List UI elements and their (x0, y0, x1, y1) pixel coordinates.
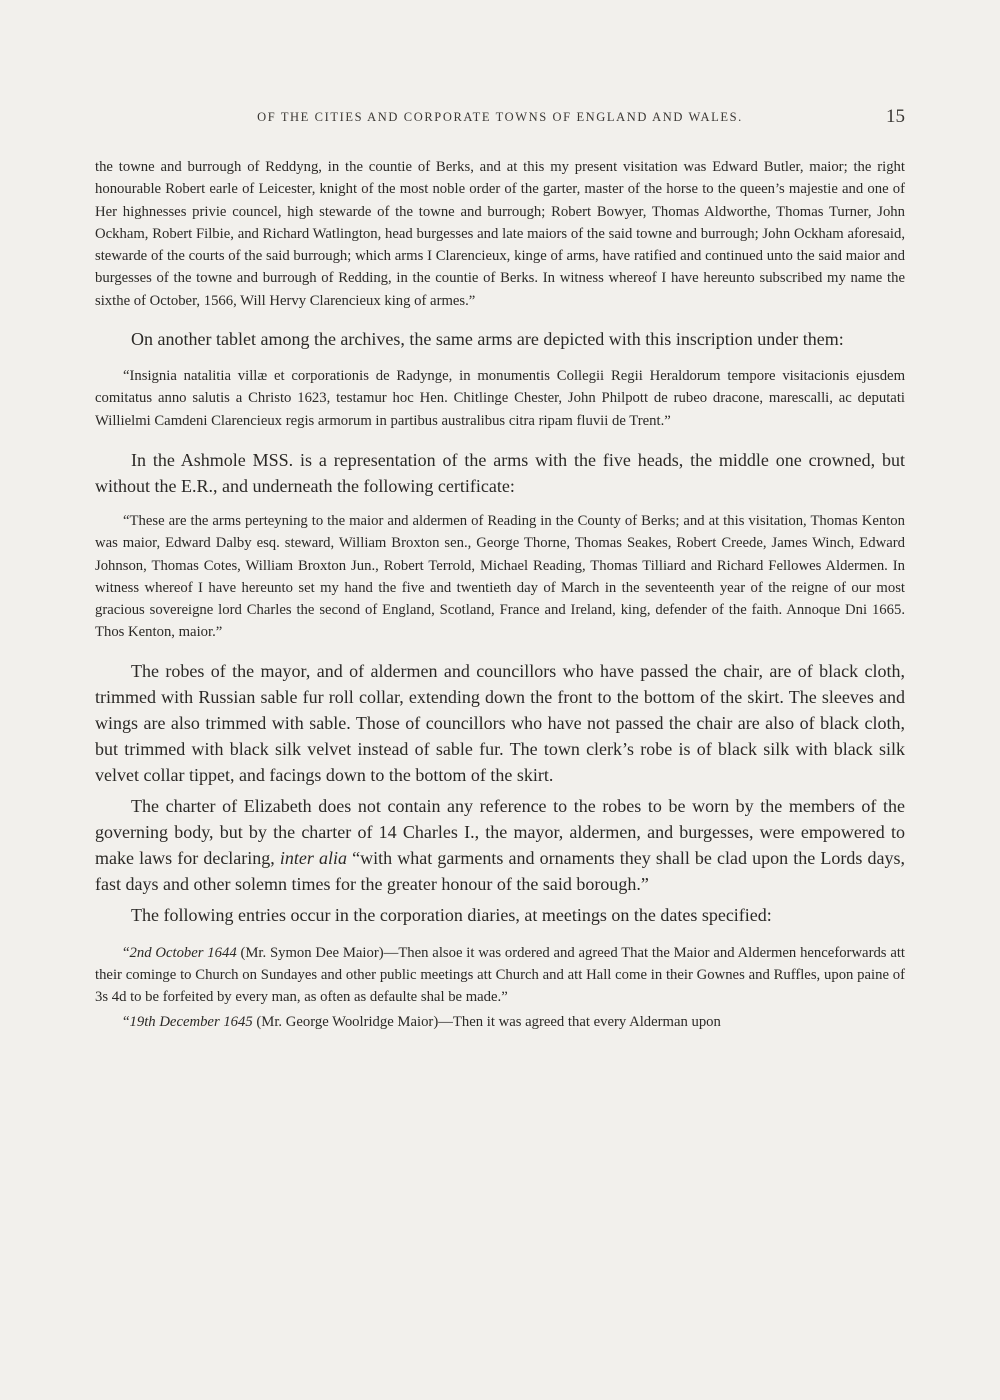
page-header (95, 106, 905, 130)
quoted-grant-continuation: the towne and burrough of Reddyng, in the countie of Berks, and at this my present visitation was Edward Butler, maior; the right honourable Robert earle of Leicester, knight of the most noble order of the garter, master of the horse to the queen’s majestie and one of Her highnesses privie councel, high stewarde of the towne and burrough; Robert Bowyer, Thomas Aldworthe, Thomas Turner, John Ockham, Robert Filbie, and Richard Watlington, head burgesses and late maiors of the said towne and burrough; John Ockham aforesaid, stewarde of the courts of the said burrough; which arms I Clarencieux, kinge of arms, have ratified and continued unto the said maior and burgesses of the towne and burrough of Redding, in the countie of Berks. In witness whereof I have hereunto subscribed my name the sixthe of October, 1566, Will Hervy Clarencieux king of armes.” (95, 159, 905, 309)
entry-open-quote: “ (123, 1013, 130, 1030)
charter-text-before: The charter of Elizabeth does not contain any reference to the robes to be worn by the members of the governing body, but by the charter of 14 Charles I., the mayor, aldermen, and burgesses, were empowered to make laws for declaring, (95, 795, 905, 868)
diary-entry-1645 (95, 1011, 905, 1033)
entry-date: 19th December 1645 (129, 1013, 253, 1030)
certificate-quote: “These are the arms perteyning to the maior and aldermen of Reading in the County of Berks; and at this visitation, Thomas Kenton was maior, Edward Dalby esq. steward, William Broxton sen., George Thorne, Thomas Seakes, Robert Creede, James Winch, Edward Johnson, Thomas Cotes, William Broxton Jun., Robert Terrold, Michael Reading, Thomas Tilliard and Richard Fellowes Aldermen. In witness whereof I have hereunto set my hand the five and twentieth day of March in the seventeenth year of the reigne of our most gracious sovereigne lord Charles the second of England, Scotland, France and Ireland, king, defender of the faith. Annoque Dni 1665. Thos Kenton, maior.” (95, 512, 905, 641)
paragraph-diaries-intro: The following entries occur in the corporation diaries, at meetings on the dates specified: (131, 904, 772, 925)
paragraph-ashmole-intro: In the Ashmole MSS. is a representation of the arms with the five heads, the middle one crowned, but without the E.R., and underneath the following certificate: (95, 449, 905, 496)
charter-text-after: “with what garments and ornaments they shall be clad upon the Lords days, fast days and other solemn times for the greater honour of the said borough.” (95, 847, 905, 894)
latin-inscription-quote: “Insignia natalitia villæ et corporationis de Radynge, in monumentis Collegii Regii Heraldorum tempore visitacionis ejusdem comitatus anno salutis a Christo 1623, testamur hoc Hen. Chitlinge Chester, John Philpott de rubeo dracone, marescalli, ac deputati Willielmi Camdeni Clarencieux regis armorum in partibus australibus citra ripam fluvii de Trent.” (95, 368, 905, 429)
paragraph-tablet-intro: On another tablet among the archives, the same arms are depicted with this inscription under them: (131, 329, 844, 350)
paragraph-charter (95, 793, 905, 897)
charter-italic-phrase: inter alia (279, 847, 348, 868)
paragraph-robes: The robes of the mayor, and of aldermen and councillors who have passed the chair, are of black cloth, trimmed with Russian sable fur roll collar, extending down the front to the bottom of the skirt. The sleeves and wings are also trimmed with sable. Those of councillors who have not passed the chair are also of black cloth, but trimmed with black silk velvet instead of sable fur. The town clerk’s robe is of black silk with black silk velvet collar tippet, and facings down to the bottom of the skirt. (95, 660, 905, 785)
page-body (95, 156, 905, 1033)
diary-entry-1644 (95, 942, 905, 1009)
entry-text: (Mr. George Woolridge Maior)—Then it was agreed that every Alderman upon (256, 1013, 721, 1030)
entry-open-quote: “ (123, 944, 130, 961)
entry-date: 2nd October 1644 (129, 944, 237, 961)
page-number: 15 (886, 106, 905, 127)
entry-text: (Mr. Symon Dee Maior)—Then alsoe it was ordered and agreed That the Maior and Aldermen henceforwards att their cominge to Church on Sundayes and other public meetings att Church and att Hall come in their Gownes and Ruffles, upon paine of 3s 4d to be forfeited by every man, as often as defaulte shal be made.” (95, 944, 905, 1006)
running-head: OF THE CITIES AND CORPORATE TOWNS OF ENGLAND AND WALES. (257, 110, 743, 124)
